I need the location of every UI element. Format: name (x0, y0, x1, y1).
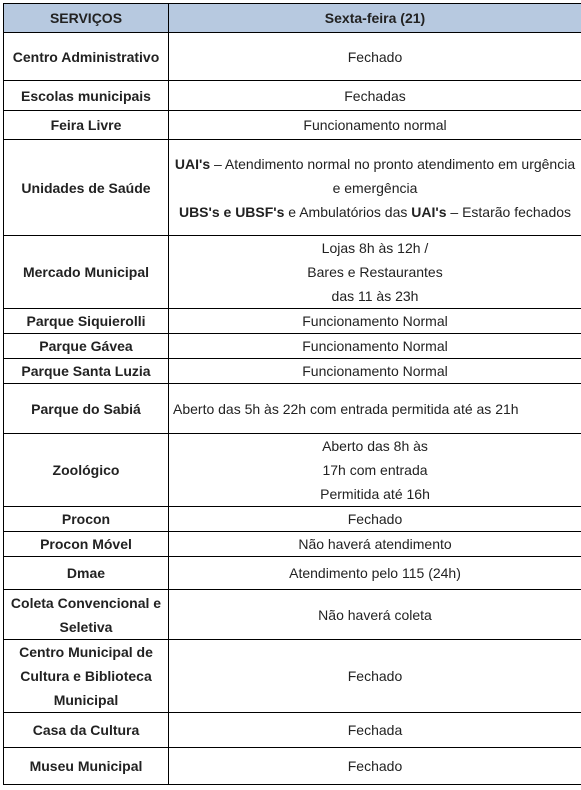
table-row (4, 557, 581, 590)
service-status: Funcionamento Normal (169, 334, 581, 359)
service-name: Centro Municipal de Cultura e Biblioteca Municipal (4, 640, 169, 713)
table-row (4, 236, 581, 309)
service-name: Parque do Sabiá (4, 384, 169, 434)
table-row (4, 140, 581, 236)
status-line: das 11 às 23h (173, 284, 577, 308)
service-name: Escolas municipais (4, 81, 169, 111)
service-status: Fechado (169, 507, 581, 532)
status-line: Bares e Restaurantes (173, 260, 577, 284)
service-name: Zoológico (4, 434, 169, 507)
ubs-label2: UAI's (411, 204, 446, 220)
table-row (4, 384, 581, 434)
ubs-line (173, 200, 577, 224)
service-status: Fechado (169, 640, 581, 713)
uai-text: – Atendimento normal no pronto atendimento em urgência e emergência (210, 156, 575, 196)
header-services: SERVIÇOS (4, 4, 169, 33)
service-status: Fechado (169, 748, 581, 785)
table-row (4, 111, 581, 140)
uai-line (173, 152, 577, 200)
service-status (169, 236, 581, 309)
service-name: Mercado Municipal (4, 236, 169, 309)
service-status: Fechada (169, 713, 581, 748)
table-row (4, 532, 581, 557)
service-name: Parque Siquierolli (4, 309, 169, 334)
service-status: Atendimento pelo 115 (24h) (169, 557, 581, 590)
service-name: Unidades de Saúde (4, 140, 169, 236)
table-row (4, 359, 581, 384)
ubs-text-b: – Estarão fechados (447, 204, 572, 220)
uai-label: UAI's (175, 156, 210, 172)
table-row (4, 713, 581, 748)
service-name: Dmae (4, 557, 169, 590)
table-row (4, 33, 581, 81)
ubs-label: UBS's e UBSF's (179, 204, 284, 220)
table-row (4, 81, 581, 111)
status-line: 17h com entrada (173, 458, 577, 482)
table-row (4, 434, 581, 507)
status-line: Aberto das 8h às (173, 434, 577, 458)
service-name: Centro Administrativo (4, 33, 169, 81)
table-row (4, 748, 581, 785)
ubs-text-a: e Ambulatórios das (284, 204, 411, 220)
table-row (4, 590, 581, 640)
service-status: Fechadas (169, 81, 581, 111)
service-status: Fechado (169, 33, 581, 81)
service-status: Funcionamento Normal (169, 309, 581, 334)
service-status (169, 434, 581, 507)
header-row (4, 4, 581, 33)
service-name: Procon Móvel (4, 532, 169, 557)
service-name: Coleta Convencional e Seletiva (4, 590, 169, 640)
service-name: Parque Gávea (4, 334, 169, 359)
service-status: Funcionamento normal (169, 111, 581, 140)
service-name: Procon (4, 507, 169, 532)
service-status: Não haverá coleta (169, 590, 581, 640)
table-row (4, 309, 581, 334)
service-status: Não haverá atendimento (169, 532, 581, 557)
header-day: Sexta-feira (21) (169, 4, 581, 33)
service-name: Museu Municipal (4, 748, 169, 785)
service-name: Parque Santa Luzia (4, 359, 169, 384)
services-table (3, 3, 581, 785)
service-status (169, 140, 581, 236)
service-status: Funcionamento Normal (169, 359, 581, 384)
table-row (4, 640, 581, 713)
service-name: Feira Livre (4, 111, 169, 140)
service-name: Casa da Cultura (4, 713, 169, 748)
status-line: Permitida até 16h (173, 482, 577, 506)
status-line: Lojas 8h às 12h / (173, 236, 577, 260)
table-row (4, 507, 581, 532)
table-row (4, 334, 581, 359)
service-status: Aberto das 5h às 22h com entrada permitida até as 21h (169, 384, 581, 434)
